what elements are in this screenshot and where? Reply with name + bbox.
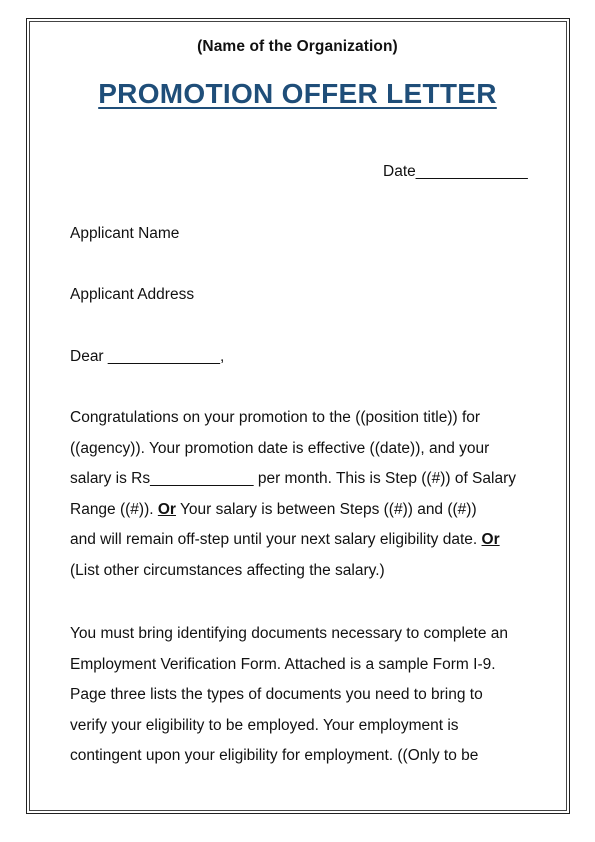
- paragraph-documents: [70, 619, 540, 772]
- paragraph-text: Range ((#)).: [70, 500, 158, 518]
- paragraph-text: Your salary is between Steps ((#)) and ((#)): [175, 500, 477, 518]
- applicant-name: Applicant Name: [70, 225, 180, 242]
- paragraph-line: [70, 495, 540, 526]
- paragraph-line: Page three lists the types of documents you need to bring to: [70, 686, 483, 703]
- paragraph-line: [70, 525, 540, 556]
- or-emphasis: Or: [481, 531, 500, 548]
- date-field: Date_____________: [383, 163, 528, 180]
- paragraph-line: ((agency)). Your promotion date is effective ((date)), and your: [70, 439, 490, 457]
- paragraph-line: salary is Rs____________ per month. This is Step ((#)) of Salary: [70, 470, 516, 487]
- organization-name: (Name of the Organization): [197, 38, 398, 55]
- paragraph-line: Congratulations on your promotion to the ((position title)) for: [70, 409, 481, 426]
- paragraph-line: Employment Verification Form. Attached is a sample Form I-9.: [70, 655, 496, 673]
- letter-title-text: PROMOTION OFFER LETTER: [98, 78, 497, 109]
- paragraph-line: (List other circumstances affecting the salary.): [70, 561, 385, 579]
- paragraph-line: verify your eligibility to be employed. Your employment is: [70, 716, 459, 734]
- paragraph-line: You must bring identifying documents necessary to complete an: [70, 625, 508, 642]
- applicant-address: Applicant Address: [70, 286, 195, 303]
- paragraph-line: contingent upon your eligibility for employment. ((Only to be: [70, 747, 479, 764]
- letter-title: [0, 78, 595, 110]
- paragraph-text: and will remain off-step until your next salary eligibility date.: [70, 531, 482, 548]
- or-emphasis: Or: [157, 500, 176, 518]
- paragraph-promotion: [70, 403, 540, 586]
- salutation: Dear _____________,: [70, 348, 225, 365]
